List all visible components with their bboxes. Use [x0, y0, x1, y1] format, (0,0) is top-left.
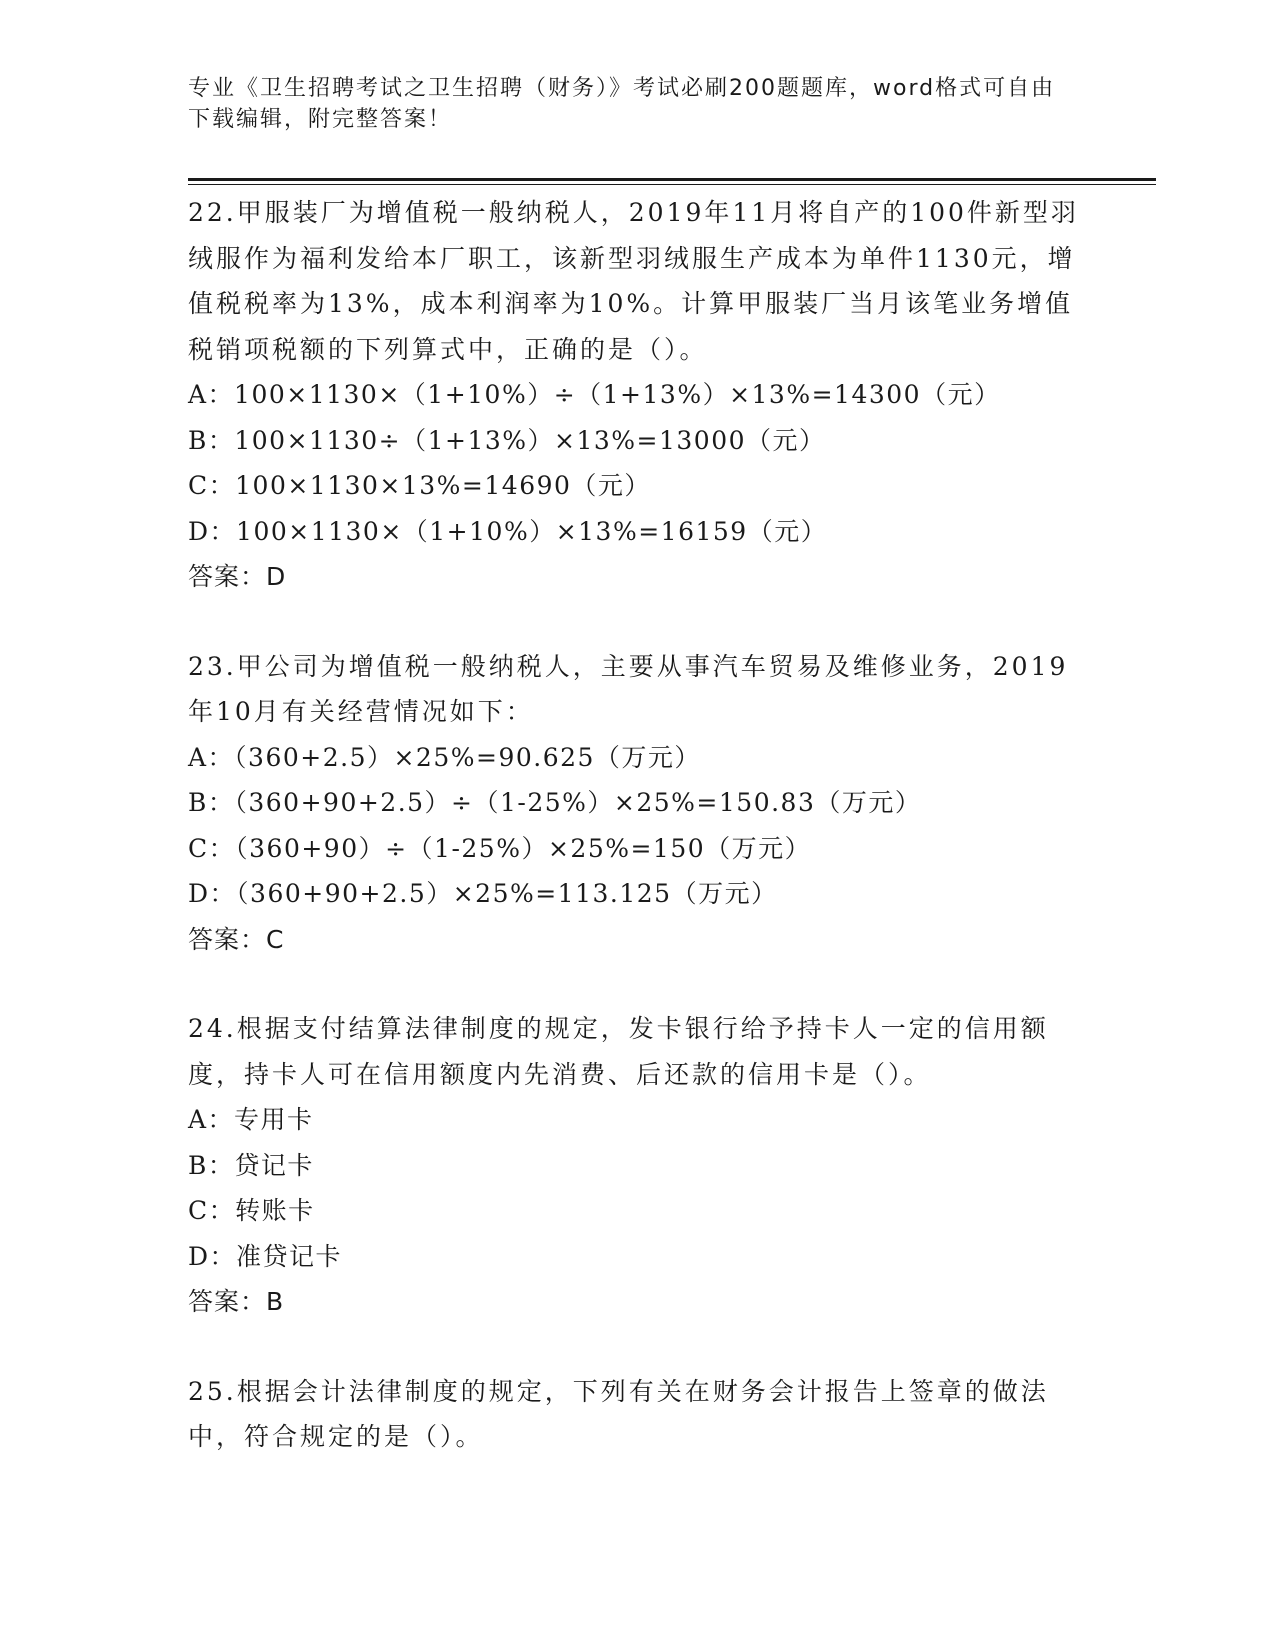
question-24	[188, 1006, 1088, 1325]
option-d: D：准贷记卡	[188, 1241, 343, 1271]
option-c: C：转账卡	[188, 1196, 315, 1225]
question-stem: 22.甲服装厂为增值税一般纳税人，2019年11月将自产的100件新型羽绒服作为福利发给本厂职工，该新型羽绒服生产成本为单件1130元，增值税税率为13%，成本利润率为10%。计算甲服装厂当月该笔业务增值税销项税额的下列算式中，正确的是（）。	[188, 198, 1079, 364]
option-b: B：（360+90+2.5）÷（1-25%）×25%=150.83（万元）	[188, 788, 922, 817]
option-a: A：100×1130×（1+10%）÷（1+13%）×13%=14300（元）	[188, 380, 1001, 409]
question-25	[188, 1369, 1088, 1460]
answer-line: 答案：B	[188, 1287, 285, 1316]
option-a: A：专用卡	[188, 1105, 314, 1134]
answer-line: 答案：D	[188, 562, 287, 591]
question-stem: 25.根据会计法律制度的规定，下列有关在财务会计报告上签章的做法中，符合规定的是（）。	[188, 1376, 1049, 1451]
header-divider-thin	[188, 184, 1156, 185]
question-stem: 24.根据支付结算法律制度的规定，发卡银行给予持卡人一定的信用额度，持卡人可在信用额度内先消费、后还款的信用卡是（）。	[188, 1014, 1049, 1089]
option-d: D：（360+90+2.5）×25%=113.125（万元）	[188, 879, 778, 908]
option-c: C：（360+90）÷（1-25%）×25%=150（万元）	[188, 833, 812, 863]
option-a: A：（360+2.5）×25%=90.625（万元）	[188, 742, 701, 772]
questions-list	[188, 190, 1088, 1504]
page-header: 专业《卫生招聘考试之卫生招聘（财务）》考试必刷200题题库，word格式可自由下载编辑，附完整答案！	[188, 76, 1056, 132]
option-b: B：贷记卡	[188, 1150, 314, 1180]
option-b: B：100×1130÷（1+13%）×13%=13000（元）	[188, 425, 826, 455]
answer-line: 答案：C	[188, 924, 285, 954]
header-divider-thick	[188, 178, 1156, 181]
question-23	[188, 644, 1088, 963]
option-d: D：100×1130×（1+10%）×13%=16159（元）	[188, 516, 828, 546]
option-c: C：100×1130×13%=14690（元）	[188, 471, 651, 500]
question-stem: 23.甲公司为增值税一般纳税人，主要从事汽车贸易及维修业务，2019年10月有关经营情况如下：	[188, 651, 1069, 726]
question-22	[188, 190, 1088, 600]
